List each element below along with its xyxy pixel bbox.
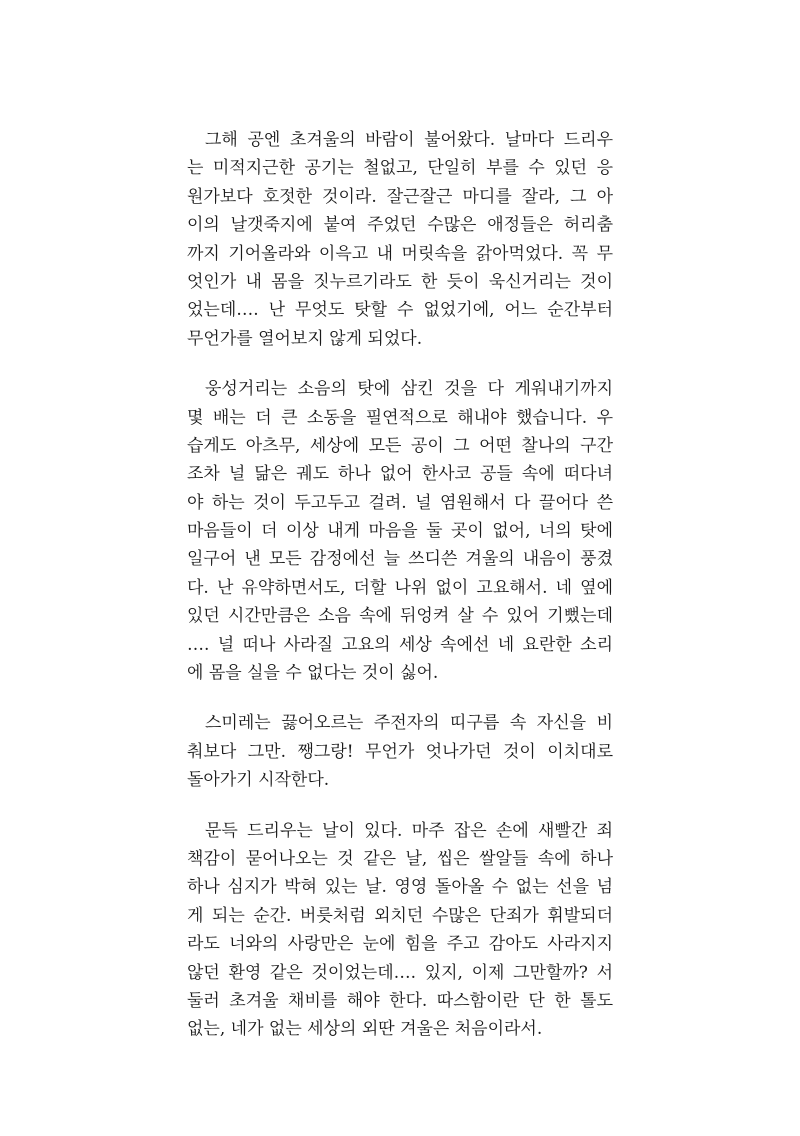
text-line: …. 널 떠나 사라질 고요의 세상 속에선 네 요란한 소리 <box>187 634 613 655</box>
text-line: 돌아가기 시작한다. <box>187 770 330 791</box>
text-line: 는 미적지근한 공기는 철없고, 단일히 부를 수 있던 응 <box>187 158 613 179</box>
text-line: 있던 시간만큼은 소음 속에 뒤엉켜 살 수 있어 기뻤는데 <box>187 606 613 627</box>
paragraph <box>187 709 613 794</box>
paragraph <box>187 375 613 687</box>
text-line: 그해 공엔 초겨울의 바람이 불어왔다. 날마다 드리우 <box>205 130 613 150</box>
text-line: 이의 날갯죽지에 붙여 주었던 수많은 애정들은 허리춤 <box>187 215 613 236</box>
text-line: 둘러 초겨울 채비를 해야 한다. 따스함이란 단 한 톨도 <box>187 990 613 1011</box>
text-line: 일구어 낸 모든 감정에선 늘 쓰디쓴 겨울의 내음이 풍겼 <box>187 549 613 570</box>
text-line: 엇인가 내 몸을 짓누르기라도 한 듯이 욱신거리는 것이 <box>187 271 613 292</box>
text-line: 문득 드리우는 날이 있다. 마주 잡은 손에 새빨간 죄 <box>205 820 613 841</box>
text-line: 없는, 네가 없는 세상의 외딴 겨울은 처음이라서. <box>187 1019 543 1040</box>
text-line: 무언가를 열어보지 않게 되었다. <box>187 328 423 349</box>
text-line: 책감이 묻어나오는 것 같은 날, 씹은 쌀알들 속에 하나 <box>187 848 613 869</box>
text-line: 조차 널 닮은 궤도 하나 없어 한사코 공들 속에 떠다녀 <box>187 464 613 485</box>
text-line: 않던 환영 같은 것이었는데…. 있지, 이제 그만할까? 서 <box>187 962 613 983</box>
text-line: 마음들이 더 이상 내게 마음을 둘 곳이 없어, 너의 탓에 <box>187 521 613 542</box>
text-line: 원가보다 호젓한 것이라. 잘근잘근 마디를 잘라, 그 아 <box>187 186 613 207</box>
text-line: 웅성거리는 소음의 탓에 삼킨 것을 다 게워내기까지 <box>205 379 613 400</box>
text-line: 습게도 아츠무, 세상에 모든 공이 그 어떤 찰나의 구간 <box>187 435 613 456</box>
text-line: 춰보다 그만. 쨍그랑! 무언가 엇나가던 것이 이치대로 <box>187 741 613 762</box>
text-line: 에 몸을 실을 수 없다는 것이 싫어. <box>187 663 439 684</box>
paragraph <box>187 817 613 1044</box>
text-line: 라도 너와의 사랑만은 눈에 힘을 주고 감아도 사라지지 <box>187 934 613 955</box>
text-line: 몇 배는 더 큰 소동을 필연적으로 해내야 했습니다. 우 <box>187 407 613 428</box>
text-line: 스미레는 끓어오르는 주전자의 띠구름 속 자신을 비 <box>205 713 613 734</box>
document-body <box>187 126 613 1066</box>
text-line: 다. 난 유약하면서도, 더할 나위 없이 고요해서. 네 옆에 <box>187 577 613 598</box>
text-line: 야 하는 것이 두고두고 걸려. 널 염원해서 다 끌어다 쓴 <box>187 492 613 513</box>
paragraph <box>187 126 613 353</box>
text-line: 었는데…. 난 무엇도 탓할 수 없었기에, 어느 순간부터 <box>187 300 613 321</box>
text-line: 게 되는 순간. 버릇처럼 외치던 수많은 단죄가 휘발되더 <box>187 905 613 926</box>
text-line: 하나 심지가 박혀 있는 날. 영영 돌아올 수 없는 선을 넘 <box>187 877 613 898</box>
text-line: 까지 기어올라와 이윽고 내 머릿속을 갉아먹었다. 꼭 무 <box>187 243 613 264</box>
